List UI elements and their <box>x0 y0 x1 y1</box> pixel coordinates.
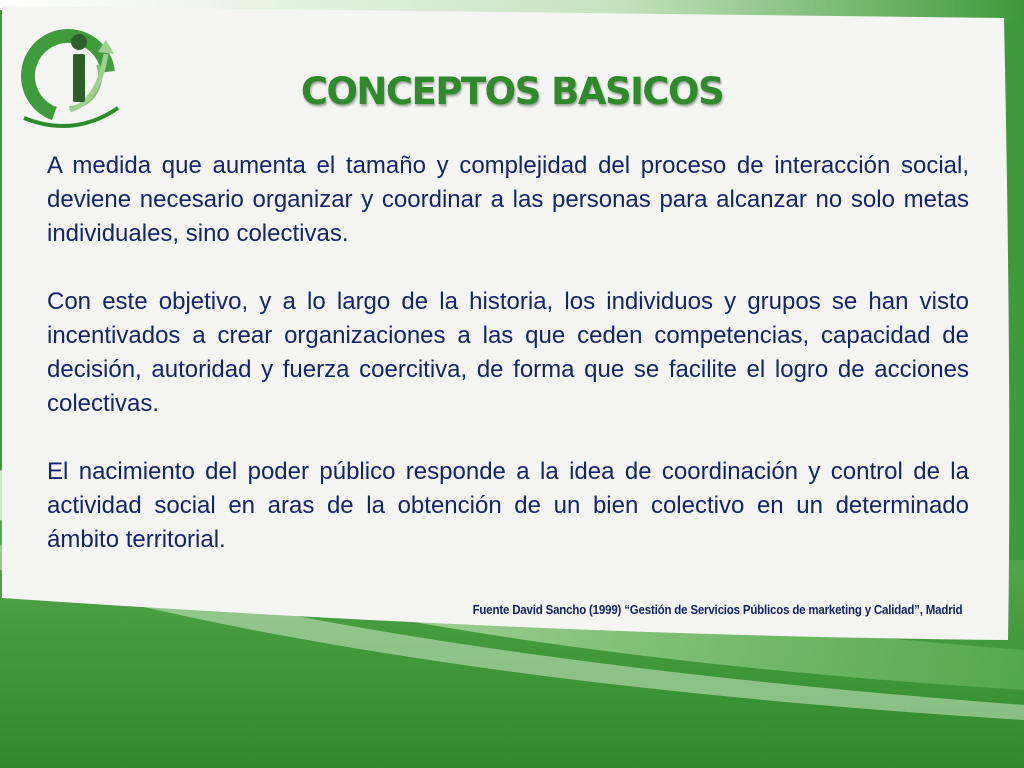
slide-body <box>47 149 969 557</box>
slide-title: CONCEPTOS BASICOS <box>300 70 724 113</box>
paragraph: El nacimiento del poder público responde a la idea de coordinación y control de la actividad social en aras de la obtención de un bien colectivo en un determinado ámbito territorial. <box>47 458 969 553</box>
source-citation: Fuente David Sancho (1999) “Gestión de Servicios Públicos de marketing y Calidad”, Madrid <box>472 603 962 617</box>
paragraph: Con este objetivo, y a lo largo de la historia, los individuos y grupos se han visto incentivados a crear organizaciones a las que ceden competencias, capacidad de decisión, autoridad y fuerza coercitiva, de forma que se facilite el logro de acciones colectivas. <box>47 288 969 417</box>
paragraph: A medida que aumenta el tamaño y complejidad del proceso de interacción social, deviene necesario organizar y coordinar a las personas para alcanzar no solo metas individuales, sino colectivas. <box>47 152 969 247</box>
